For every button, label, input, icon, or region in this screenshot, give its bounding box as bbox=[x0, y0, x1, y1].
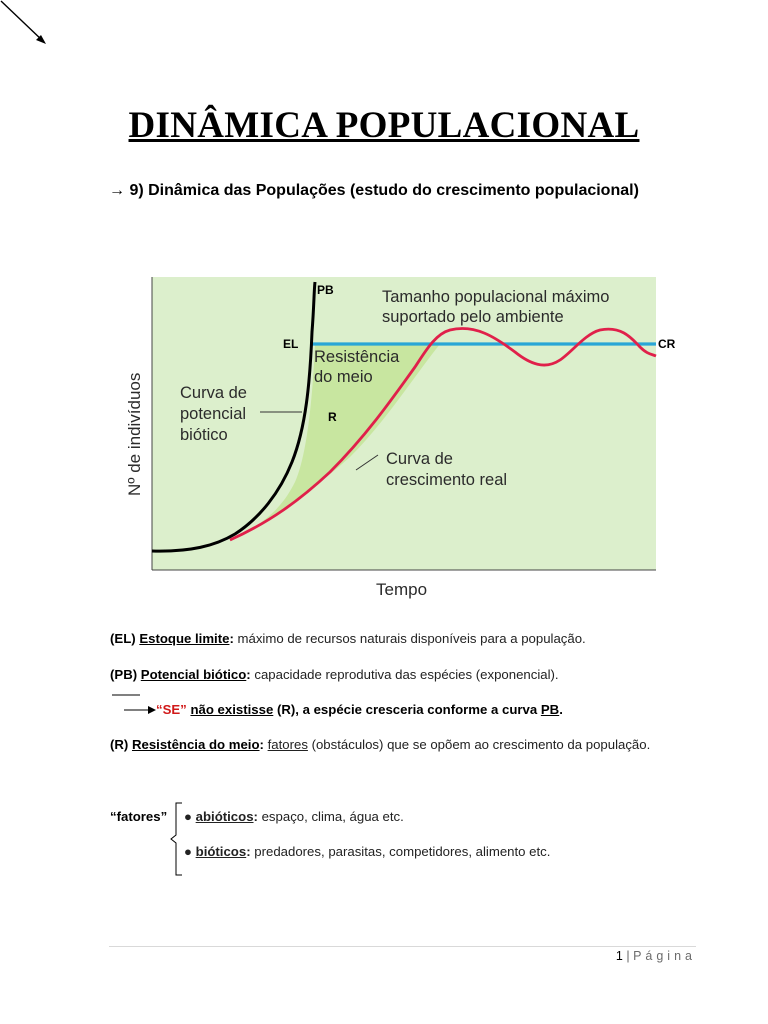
label-pb: PB bbox=[317, 283, 334, 297]
biotic-label-1: Curva de bbox=[180, 384, 247, 402]
max-size-label-1: Tamanho populacional máximo bbox=[382, 288, 610, 306]
definition-pb: (PB) Potencial biótico: capacidade reprodutiva das espécies (exponencial). bbox=[110, 667, 559, 682]
page-word: Página bbox=[633, 949, 696, 963]
right-arrow-icon: → bbox=[109, 182, 125, 199]
resistance-label-1: Resistência bbox=[314, 348, 400, 366]
resistance-label-2: do meio bbox=[314, 368, 373, 386]
page-title: DINÂMICA POPULACIONAL bbox=[128, 105, 640, 146]
term-resistencia-do-meio: Resistência do meio bbox=[131, 737, 260, 752]
bullet-icon: ● bbox=[184, 809, 192, 824]
fator-abioticos: ● abióticos: espaço, clima, água etc. bbox=[184, 809, 404, 824]
x-axis-label: Tempo bbox=[376, 580, 428, 599]
hypothesis-line: “SE” não existisse (R), a espécie cresceria conforme a curva PB. bbox=[156, 702, 563, 717]
term-estoque-limite: Estoque limite bbox=[139, 631, 230, 646]
fator-bioticos: ● bióticos: predadores, parasitas, competidores, alimento etc. bbox=[184, 844, 551, 859]
se-quote: “SE” bbox=[156, 702, 187, 717]
label-el: EL bbox=[283, 337, 299, 351]
page-number: 1 bbox=[615, 949, 623, 963]
label-cr: CR bbox=[658, 337, 676, 351]
footer-divider bbox=[109, 946, 696, 947]
population-growth-figure bbox=[120, 272, 676, 605]
bullet-icon: ● bbox=[184, 844, 192, 859]
real-label-2: crescimento real bbox=[386, 471, 508, 489]
y-axis-label: Nº de indivíduos bbox=[125, 372, 144, 496]
term-potencial-biotico: Potencial biótico bbox=[140, 667, 247, 682]
section-text: 9) Dinâmica das Populações (estudo do crescimento populacional) bbox=[129, 182, 639, 199]
biotic-label-2: potencial bbox=[180, 405, 247, 423]
label-r: R bbox=[328, 410, 337, 424]
long-arrow-icon bbox=[110, 688, 160, 718]
section-heading bbox=[109, 176, 693, 206]
real-label-1: Curva de bbox=[386, 450, 453, 468]
page-footer: 1 | Página bbox=[615, 949, 696, 963]
definition-r: (R) Resistência do meio: fatores (obstáculos) que se opõem ao crescimento da população. bbox=[110, 737, 651, 752]
corner-arrow-icon bbox=[0, 0, 52, 50]
left-brace-icon bbox=[170, 802, 184, 876]
fatores-label: “fatores” bbox=[110, 809, 168, 824]
max-size-label-2: suportado pelo ambiente bbox=[382, 308, 564, 326]
definition-el: (EL) Estoque limite: máximo de recursos naturais disponíveis para a população. bbox=[110, 631, 586, 646]
biotic-label-3: biótico bbox=[180, 426, 228, 444]
